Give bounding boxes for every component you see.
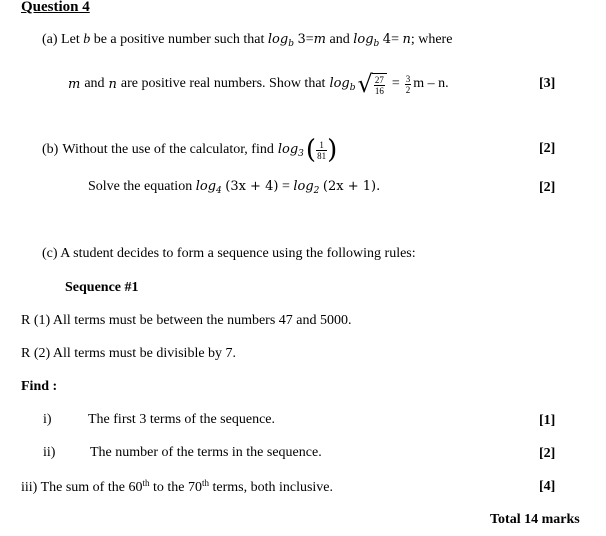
sqrt-expression: √ $\frac{27}{16}$	[358, 73, 387, 96]
item-i-marks: [1]	[539, 413, 556, 428]
find-label: Find :	[21, 379, 58, 394]
rule-2: R (2) All terms must be divisible by 7.	[21, 346, 237, 361]
item-ii-text: The number of the terms in the sequence.	[90, 445, 322, 460]
question-heading: Question 4	[21, 0, 90, 15]
total-marks: Total 14 marks	[490, 512, 580, 527]
part-b-line1: (b) Without the use of the calculator, find $\log_3$ ( $\frac{1}{81}$ )	[42, 135, 338, 165]
part-b-line2: Solve the equation $\log_4 (3x + 4) = \log_2 (2x + 1)$.	[88, 179, 381, 196]
fraction-in-parentheses: ( $\frac{1}{81}$ )	[305, 135, 338, 165]
part-c-line1: (c) A student decides to form a sequence using the following rules:	[42, 246, 416, 261]
part-a-line1: (a) Let b be a positive number such that $\log_b 3=m$ and $\log_b 4= n$; where	[42, 32, 453, 49]
part-a-line2: m and n are positive real numbers. Show that $\log_b$ √ $\frac{27}{16}$ = $\frac{3}{2}$ m – n.	[68, 69, 449, 98]
part-a-marks: [3]	[539, 76, 556, 91]
part-a-label: (a)	[42, 32, 58, 47]
item-iii: iii) The sum of the 60th to the 70th terms, both inclusive.	[21, 478, 334, 495]
sequence-title: Sequence #1	[65, 280, 139, 295]
item-i-text: The first 3 terms of the sequence.	[88, 412, 275, 427]
item-i-num: i)	[43, 412, 52, 427]
item-ii-marks: [2]	[539, 446, 556, 461]
rule-1: R (1) All terms must be between the numbers 47 and 5000.	[21, 313, 352, 328]
part-b-marks: [2]	[539, 141, 556, 156]
item-ii-num: ii)	[43, 445, 56, 460]
item-iii-marks: [4]	[539, 479, 556, 494]
part-b-marks2: [2]	[539, 180, 556, 195]
